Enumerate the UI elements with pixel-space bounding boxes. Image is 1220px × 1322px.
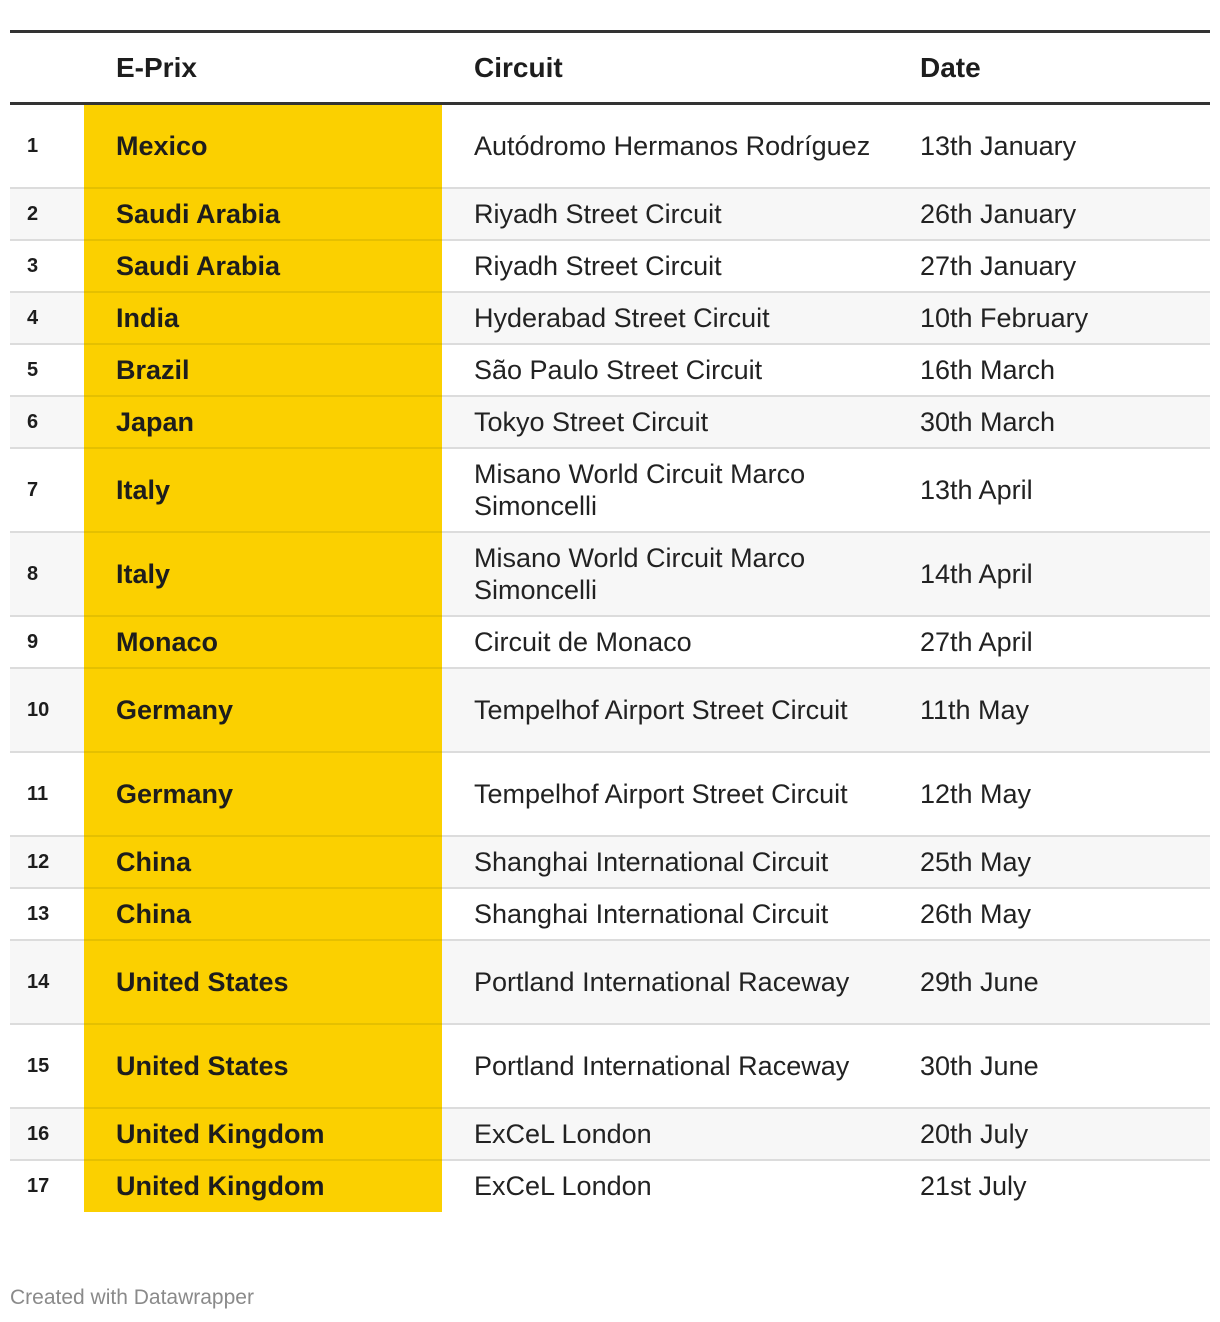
circuit-cell: Circuit de Monaco xyxy=(442,616,888,668)
column-header-date: Date xyxy=(888,32,1210,104)
date-cell: 14th April xyxy=(888,532,1210,616)
table-row xyxy=(10,344,1210,396)
rank-cell: 1 xyxy=(10,104,84,188)
eprix-cell: Italy xyxy=(84,448,442,532)
rank-cell: 13 xyxy=(10,888,84,940)
date-cell: 29th June xyxy=(888,940,1210,1024)
rank-cell: 8 xyxy=(10,532,84,616)
circuit-cell: Hyderabad Street Circuit xyxy=(442,292,888,344)
datawrapper-credit: Created with Datawrapper xyxy=(10,1286,254,1309)
rank-cell: 10 xyxy=(10,668,84,752)
circuit-cell: Riyadh Street Circuit xyxy=(442,240,888,292)
eprix-cell: United Kingdom xyxy=(84,1160,442,1212)
eprix-cell: India xyxy=(84,292,442,344)
table-row xyxy=(10,940,1210,1024)
date-cell: 25th May xyxy=(888,836,1210,888)
eprix-cell: China xyxy=(84,836,442,888)
date-cell: 16th March xyxy=(888,344,1210,396)
table-row xyxy=(10,1024,1210,1108)
rank-cell: 15 xyxy=(10,1024,84,1108)
rank-cell: 5 xyxy=(10,344,84,396)
date-cell: 21st July xyxy=(920,1171,1027,1201)
eprix-cell: Brazil xyxy=(84,344,442,396)
date-cell: 30th March xyxy=(888,396,1210,448)
rank-cell: 9 xyxy=(10,616,84,668)
eprix-cell: United States xyxy=(84,940,442,1024)
eprix-cell: Mexico xyxy=(84,104,442,188)
date-cell: 27th April xyxy=(888,616,1210,668)
circuit-cell: Autódromo Hermanos Rodríguez xyxy=(442,104,888,188)
circuit-cell: Tempelhof Airport Street Circuit xyxy=(442,668,888,752)
circuit-cell: Riyadh Street Circuit xyxy=(442,188,888,240)
eprix-cell: Japan xyxy=(84,396,442,448)
eprix-cell: United Kingdom xyxy=(84,1108,442,1160)
circuit-cell: Tempelhof Airport Street Circuit xyxy=(442,752,888,836)
column-header-circuit: Circuit xyxy=(442,32,888,104)
circuit-cell: ExCeL London xyxy=(442,1108,888,1160)
eprix-cell: Saudi Arabia xyxy=(84,188,442,240)
circuit-cell: Misano World Circuit Marco Simoncelli xyxy=(442,448,888,532)
rank-cell: 7 xyxy=(10,448,84,532)
table-row xyxy=(10,1108,1210,1160)
table-row xyxy=(10,292,1210,344)
date-cell: 27th January xyxy=(888,240,1210,292)
eprix-cell: Germany xyxy=(84,752,442,836)
circuit-cell: Portland International Raceway xyxy=(442,940,888,1024)
rank-cell: 16 xyxy=(10,1108,84,1160)
date-cell: 30th June xyxy=(888,1024,1210,1108)
date-cell: 20th July xyxy=(888,1108,1210,1160)
column-header-eprix: E-Prix xyxy=(84,32,442,104)
date-cell: 26th May xyxy=(888,888,1210,940)
table-row xyxy=(10,616,1210,668)
rank-cell: 2 xyxy=(10,188,84,240)
rank-cell: 11 xyxy=(10,752,84,836)
circuit-cell: São Paulo Street Circuit xyxy=(442,344,888,396)
table-row xyxy=(10,532,1210,616)
circuit-cell: Shanghai International Circuit xyxy=(442,888,888,940)
table-body xyxy=(10,104,1210,1212)
rank-cell: 14 xyxy=(10,940,84,1024)
rank-cell: 6 xyxy=(10,396,84,448)
circuit-cell: Tokyo Street Circuit xyxy=(442,396,888,448)
date-cell: 13th April xyxy=(888,448,1210,532)
schedule-table-container xyxy=(10,30,1210,1212)
schedule-table xyxy=(10,30,1210,1212)
eprix-cell: China xyxy=(84,888,442,940)
date-cell: 11th May xyxy=(888,668,1210,752)
eprix-cell: Saudi Arabia xyxy=(84,240,442,292)
rank-cell: 12 xyxy=(10,836,84,888)
table-row xyxy=(10,752,1210,836)
table-row xyxy=(10,240,1210,292)
column-header-rank xyxy=(10,32,84,104)
table-row xyxy=(10,396,1210,448)
eprix-cell: Germany xyxy=(84,668,442,752)
eprix-cell: Italy xyxy=(84,532,442,616)
eprix-cell: Monaco xyxy=(84,616,442,668)
circuit-cell: Portland International Raceway xyxy=(442,1024,888,1108)
table-row xyxy=(10,888,1210,940)
date-cell: 26th January xyxy=(888,188,1210,240)
table-row xyxy=(10,188,1210,240)
date-cell: 12th May xyxy=(888,752,1210,836)
circuit-cell: Misano World Circuit Marco Simoncelli xyxy=(442,532,888,616)
table-header-row xyxy=(10,32,1210,104)
table-row xyxy=(10,1160,1210,1212)
table-row xyxy=(10,836,1210,888)
circuit-cell: ExCeL London xyxy=(474,1171,652,1201)
date-cell: 13th January xyxy=(888,104,1210,188)
eprix-cell: United States xyxy=(84,1024,442,1108)
rank-cell: 3 xyxy=(10,240,84,292)
rank-cell: 4 xyxy=(10,292,84,344)
rank-cell: 17 xyxy=(27,1175,50,1197)
table-row xyxy=(10,448,1210,532)
circuit-cell: Shanghai International Circuit xyxy=(442,836,888,888)
date-cell: 10th February xyxy=(888,292,1210,344)
table-row xyxy=(10,668,1210,752)
table-row xyxy=(10,104,1210,188)
